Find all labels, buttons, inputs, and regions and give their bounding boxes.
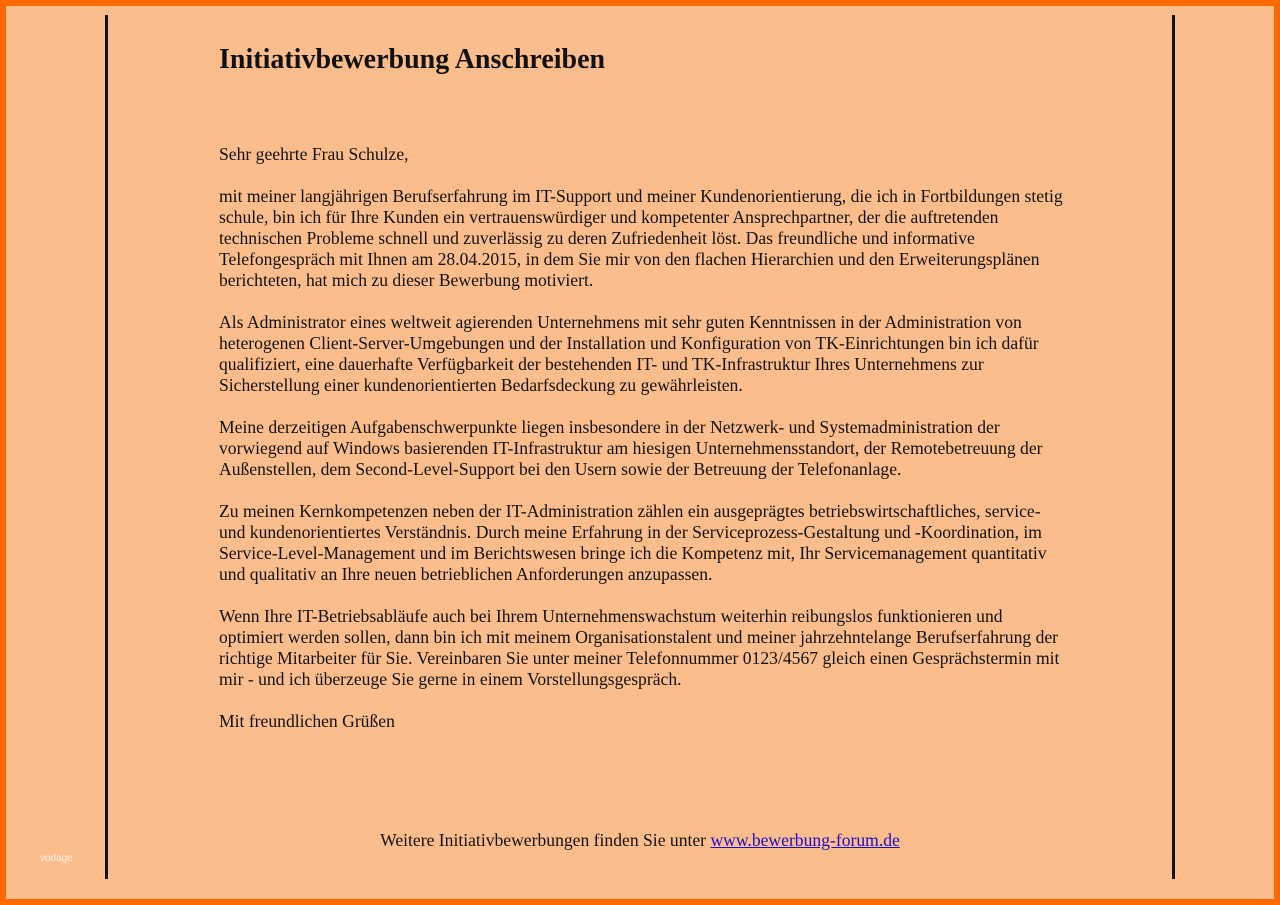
closing: Mit freundlichen Grüßen (219, 711, 395, 731)
paragraph-4: Zu meinen Kernkompetenzen neben der IT-Administration zählen ein ausgeprägtes betriebswirtschaftliches, service- und kundenorientiertes Verständnis. Durch meine Erfahrung in der Serviceprozess-Gestaltung und -Koordination, im Service-Level-Management und im Berichtswesen bringe ich die Kompetenz mit, Ihr Servicemanagement quantitativ und qualitativ an Ihre neuen betrieblichen Anforderungen anzupassen. (219, 501, 1047, 584)
footer (108, 830, 1172, 851)
document-title: Initiativbewerbung Anschreiben (219, 44, 606, 75)
salutation: Sehr geehrte Frau Schulze, (219, 144, 409, 164)
paragraph-1: mit meiner langjährigen Berufserfahrung im IT-Support und meiner Kundenorientierung, die ich in Fortbildungen stetig schule, bin ich für Ihre Kunden ein vertrauenswürdiger und kompetenter Ansprechpartner, der die auftretenden technischen Probleme schnell und zuverlässig zu deren Zufriedenheit löst. Das freundliche und informative Telefongespräch mit Ihnen am 28.04.2015, in dem Sie mir von den flachen Hierarchien und den Erweiterungsplänen berichteten, hat mich zu dieser Bewerbung motiviert. (219, 186, 1063, 290)
paragraph-3: Meine derzeitigen Aufgabenschwerpunkte liegen insbesondere in der Netzwerk- und Systemadministration der vorwiegend auf Windows basierenden IT-Infrastruktur am hiesigen Unternehmensstandort, der Remotebetreuung der Außenstellen, dem Second-Level-Support bei den Usern sowie der Betreuung der Telefonanlage. (219, 417, 1043, 479)
right-rule (1172, 15, 1175, 879)
paragraph-2: Als Administrator eines weltweit agierenden Unternehmens mit sehr guten Kenntnissen in der Administration von heterogenen Client-Server-Umgebungen und der Installation und Konfiguration von TK-Einrichtungen bin ich dafür qualifiziert, eine dauerhafte Verfügbarkeit der bestehenden IT- und TK-Infrastruktur Ihres Unternehmens zur Sicherstellung einer kundenorientierten Bedarfsdeckung zu gewährleisten. (219, 312, 1039, 395)
letter-body (219, 144, 1069, 753)
watermark-label: vorlage (40, 853, 73, 864)
paragraph-5: Wenn Ihre IT-Betriebsabläufe auch bei Ihrem Unternehmenswachstum weiterhin reibungslos funktionieren und optimiert werden sollen, dann bin ich mit meinem Organisationstalent und meiner jahrzehntelange Berufserfahrung der richtige Mitarbeiter für Sie. Vereinbaren Sie unter meiner Telefonnummer 0123/4567 gleich einen Gesprächstermin mit mir - und ich überzeuge Sie gerne in einem Vorstellungsgespräch. (219, 606, 1060, 689)
left-rule (105, 15, 108, 879)
footer-text: Weitere Initiativbewerbungen finden Sie unter (380, 830, 711, 850)
footer-link[interactable]: www.bewerbung-forum.de (710, 830, 900, 850)
